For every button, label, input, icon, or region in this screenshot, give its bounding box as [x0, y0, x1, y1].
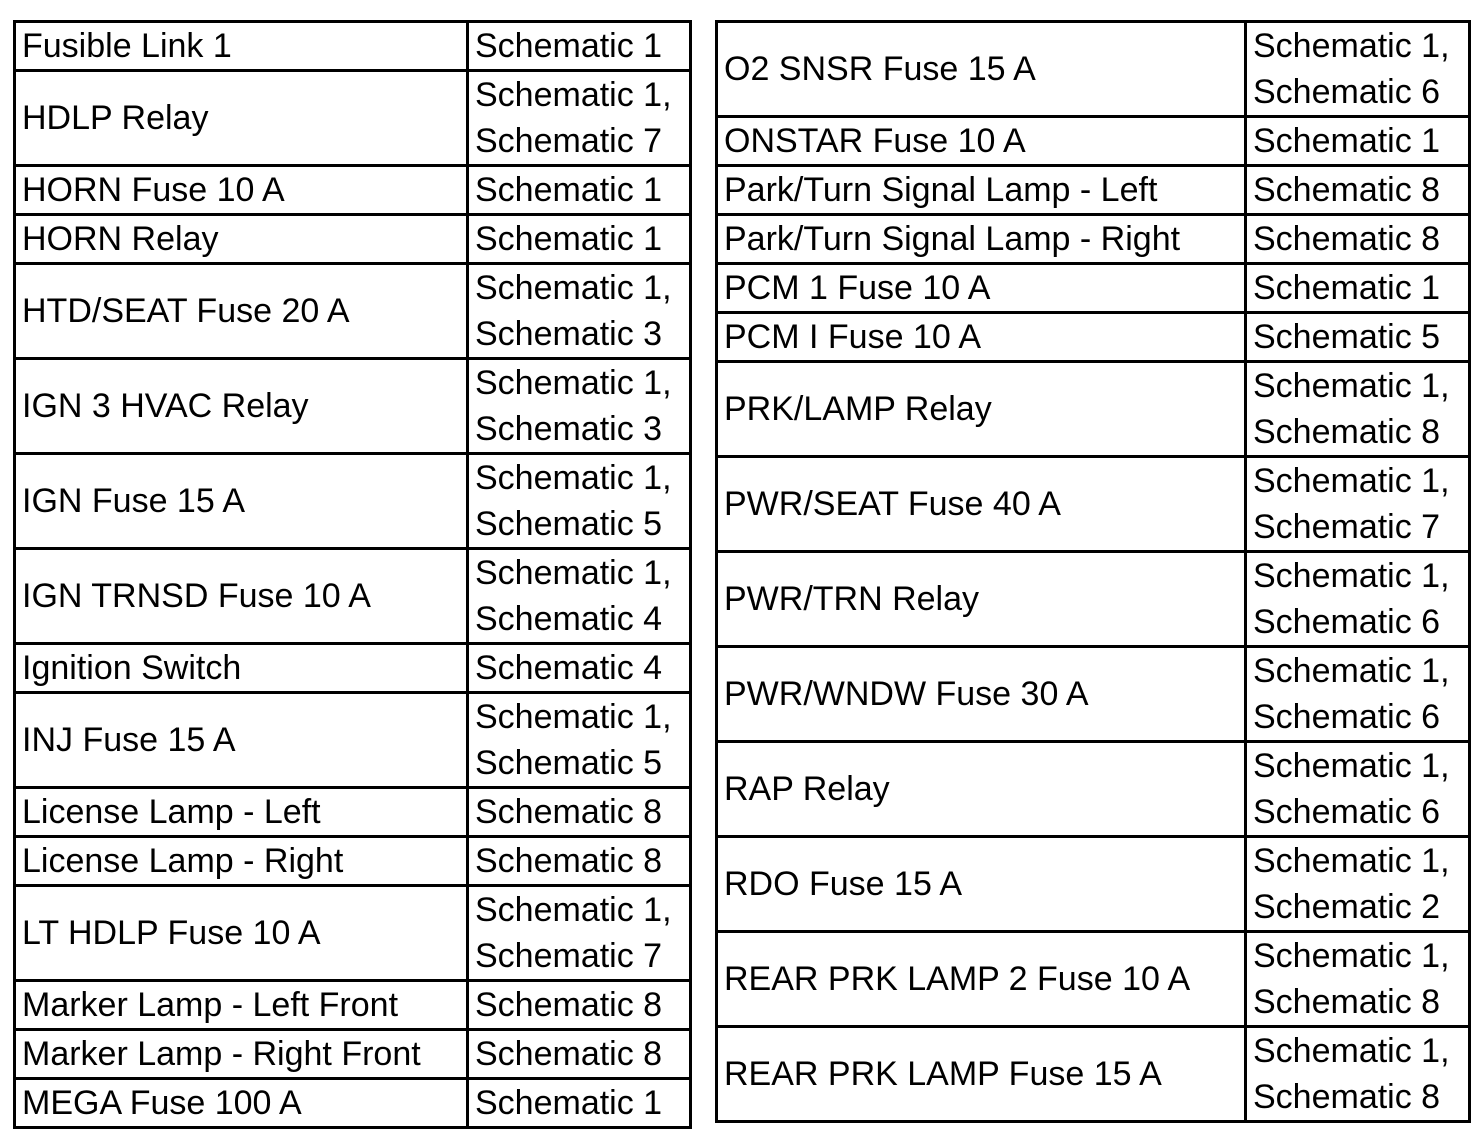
schematic-reference: Schematic 6 — [1253, 793, 1441, 831]
schematic-reference: Schematic 5 — [475, 505, 663, 543]
component-name-cell: Marker Lamp - Right Front — [15, 1030, 468, 1079]
table-row — [717, 215, 1470, 264]
component-name-cell: License Lamp - Right — [15, 837, 468, 886]
table-row — [15, 549, 691, 644]
schematic-reference-cell — [1246, 552, 1470, 647]
table-row — [15, 454, 691, 549]
schematic-reference: Schematic 8 — [1253, 171, 1441, 209]
schematic-reference-cell — [1246, 1027, 1470, 1122]
schematic-reference: Schematic 1, — [1253, 1032, 1450, 1070]
component-name-cell: LT HDLP Fuse 10 A — [15, 886, 468, 981]
schematic-reference-cell — [468, 788, 691, 837]
schematic-reference: Schematic 2 — [1253, 888, 1441, 926]
component-name-cell: PCM 1 Fuse 10 A — [717, 264, 1246, 313]
table-row — [717, 742, 1470, 837]
schematic-reference-cell — [1246, 457, 1470, 552]
table-row — [15, 788, 691, 837]
table-row — [15, 837, 691, 886]
component-name-cell: Marker Lamp - Left Front — [15, 981, 468, 1030]
component-name-cell: IGN 3 HVAC Relay — [15, 359, 468, 454]
component-name-cell: HTD/SEAT Fuse 20 A — [15, 264, 468, 359]
table-row — [15, 981, 691, 1030]
schematic-reference: Schematic 7 — [1253, 508, 1441, 546]
table-row — [717, 837, 1470, 932]
component-name-cell: PWR/WNDW Fuse 30 A — [717, 647, 1246, 742]
schematic-reference: Schematic 1, — [1253, 842, 1450, 880]
table-row — [717, 932, 1470, 1027]
schematic-reference-cell — [1246, 166, 1470, 215]
component-name-cell: RAP Relay — [717, 742, 1246, 837]
schematic-reference-cell — [468, 215, 691, 264]
component-name-cell: HORN Fuse 10 A — [15, 166, 468, 215]
component-name-cell: Fusible Link 1 — [15, 22, 468, 71]
table-row — [717, 313, 1470, 362]
table-row — [15, 215, 691, 264]
schematic-reference-cell — [1246, 932, 1470, 1027]
schematic-reference-cell — [468, 22, 691, 71]
component-name-cell: Park/Turn Signal Lamp - Left — [717, 166, 1246, 215]
component-name-cell: REAR PRK LAMP Fuse 15 A — [717, 1027, 1246, 1122]
schematic-reference-cell — [1246, 264, 1470, 313]
schematic-reference-cell — [468, 71, 691, 166]
schematic-reference: Schematic 8 — [1253, 983, 1441, 1021]
schematic-reference: Schematic 1, — [1253, 937, 1450, 975]
schematic-reference-cell — [1246, 837, 1470, 932]
schematic-reference: Schematic 8 — [1253, 1078, 1441, 1116]
schematic-reference: Schematic 1 — [1253, 269, 1441, 307]
schematic-reference: Schematic 1, — [475, 698, 672, 736]
schematic-reference-cell — [468, 454, 691, 549]
schematic-reference-cell — [468, 837, 691, 886]
component-name-cell: INJ Fuse 15 A — [15, 693, 468, 788]
schematic-reference-cell — [1246, 647, 1470, 742]
schematic-reference: Schematic 1 — [475, 1084, 663, 1122]
component-name-cell: MEGA Fuse 100 A — [15, 1079, 468, 1128]
schematic-reference: Schematic 8 — [475, 842, 663, 880]
component-name-cell: REAR PRK LAMP 2 Fuse 10 A — [717, 932, 1246, 1027]
schematic-reference: Schematic 1, — [475, 269, 672, 307]
component-name-cell: PCM I Fuse 10 A — [717, 313, 1246, 362]
schematic-reference: Schematic 1, — [475, 459, 672, 497]
schematic-reference-cell — [468, 359, 691, 454]
schematic-reference-cell — [468, 1079, 691, 1128]
schematic-reference: Schematic 1 — [475, 27, 663, 65]
schematic-reference: Schematic 1, — [1253, 652, 1450, 690]
schematic-reference: Schematic 7 — [475, 122, 663, 160]
schematic-reference: Schematic 5 — [1253, 318, 1441, 356]
schematic-reference: Schematic 6 — [1253, 603, 1441, 641]
schematic-reference: Schematic 4 — [475, 649, 663, 687]
table-row — [15, 166, 691, 215]
table-row — [15, 886, 691, 981]
component-name-cell: Ignition Switch — [15, 644, 468, 693]
table-row — [717, 264, 1470, 313]
schematic-reference: Schematic 1, — [1253, 747, 1450, 785]
table-row — [717, 117, 1470, 166]
schematic-reference: Schematic 6 — [1253, 73, 1441, 111]
schematic-reference: Schematic 1, — [475, 891, 672, 929]
component-name-cell: HDLP Relay — [15, 71, 468, 166]
component-name-cell: RDO Fuse 15 A — [717, 837, 1246, 932]
schematic-reference: Schematic 1, — [1253, 557, 1450, 595]
schematic-reference: Schematic 8 — [475, 986, 663, 1024]
schematic-reference-cell — [468, 1030, 691, 1079]
table-row — [15, 644, 691, 693]
schematic-reference: Schematic 1, — [475, 554, 672, 592]
schematic-reference: Schematic 1, — [475, 76, 672, 114]
schematic-reference: Schematic 4 — [475, 600, 663, 638]
component-name-cell: HORN Relay — [15, 215, 468, 264]
schematic-reference-cell — [468, 264, 691, 359]
component-name-cell: Park/Turn Signal Lamp - Right — [717, 215, 1246, 264]
component-name-cell: PWR/TRN Relay — [717, 552, 1246, 647]
schematic-reference: Schematic 1, — [1253, 462, 1450, 500]
component-name-cell: IGN TRNSD Fuse 10 A — [15, 549, 468, 644]
table-row — [717, 166, 1470, 215]
schematic-reference: Schematic 7 — [475, 937, 663, 975]
table-row — [717, 552, 1470, 647]
table-row — [15, 1079, 691, 1128]
table-row — [717, 647, 1470, 742]
component-index-table-right — [715, 20, 1471, 1123]
schematic-reference: Schematic 3 — [475, 315, 663, 353]
table-row — [717, 1027, 1470, 1122]
component-name-cell: IGN Fuse 15 A — [15, 454, 468, 549]
table-row — [717, 457, 1470, 552]
table-row — [15, 693, 691, 788]
component-name-cell: PRK/LAMP Relay — [717, 362, 1246, 457]
schematic-reference: Schematic 3 — [475, 410, 663, 448]
schematic-reference: Schematic 8 — [475, 793, 663, 831]
table-row — [15, 359, 691, 454]
component-name-cell: O2 SNSR Fuse 15 A — [717, 22, 1246, 117]
schematic-reference: Schematic 1 — [475, 171, 663, 209]
schematic-reference: Schematic 5 — [475, 744, 663, 782]
table-row — [15, 1030, 691, 1079]
component-name-cell: License Lamp - Left — [15, 788, 468, 837]
component-index-table-left — [13, 20, 692, 1129]
table-row — [717, 362, 1470, 457]
table-body — [717, 22, 1470, 1122]
schematic-reference: Schematic 1 — [1253, 122, 1441, 160]
component-name-cell: ONSTAR Fuse 10 A — [717, 117, 1246, 166]
schematic-reference-cell — [468, 886, 691, 981]
schematic-reference-cell — [1246, 22, 1470, 117]
schematic-reference: Schematic 1, — [1253, 27, 1450, 65]
table-row — [15, 71, 691, 166]
schematic-reference-cell — [1246, 742, 1470, 837]
schematic-reference-cell — [1246, 362, 1470, 457]
schematic-reference-cell — [1246, 215, 1470, 264]
table-row — [717, 22, 1470, 117]
schematic-reference: Schematic 1, — [1253, 367, 1450, 405]
table-body — [15, 22, 691, 1128]
schematic-reference: Schematic 1, — [475, 364, 672, 402]
schematic-reference-cell — [468, 549, 691, 644]
schematic-reference: Schematic 1 — [475, 220, 663, 258]
schematic-reference: Schematic 8 — [1253, 220, 1441, 258]
schematic-reference-cell — [1246, 117, 1470, 166]
schematic-reference: Schematic 8 — [475, 1035, 663, 1073]
schematic-reference-cell — [468, 693, 691, 788]
schematic-reference: Schematic 6 — [1253, 698, 1441, 736]
schematic-reference-cell — [468, 166, 691, 215]
schematic-reference-cell — [468, 644, 691, 693]
component-name-cell: PWR/SEAT Fuse 40 A — [717, 457, 1246, 552]
table-row — [15, 22, 691, 71]
schematic-reference-cell — [1246, 313, 1470, 362]
schematic-reference: Schematic 8 — [1253, 413, 1441, 451]
schematic-reference-cell — [468, 981, 691, 1030]
table-row — [15, 264, 691, 359]
